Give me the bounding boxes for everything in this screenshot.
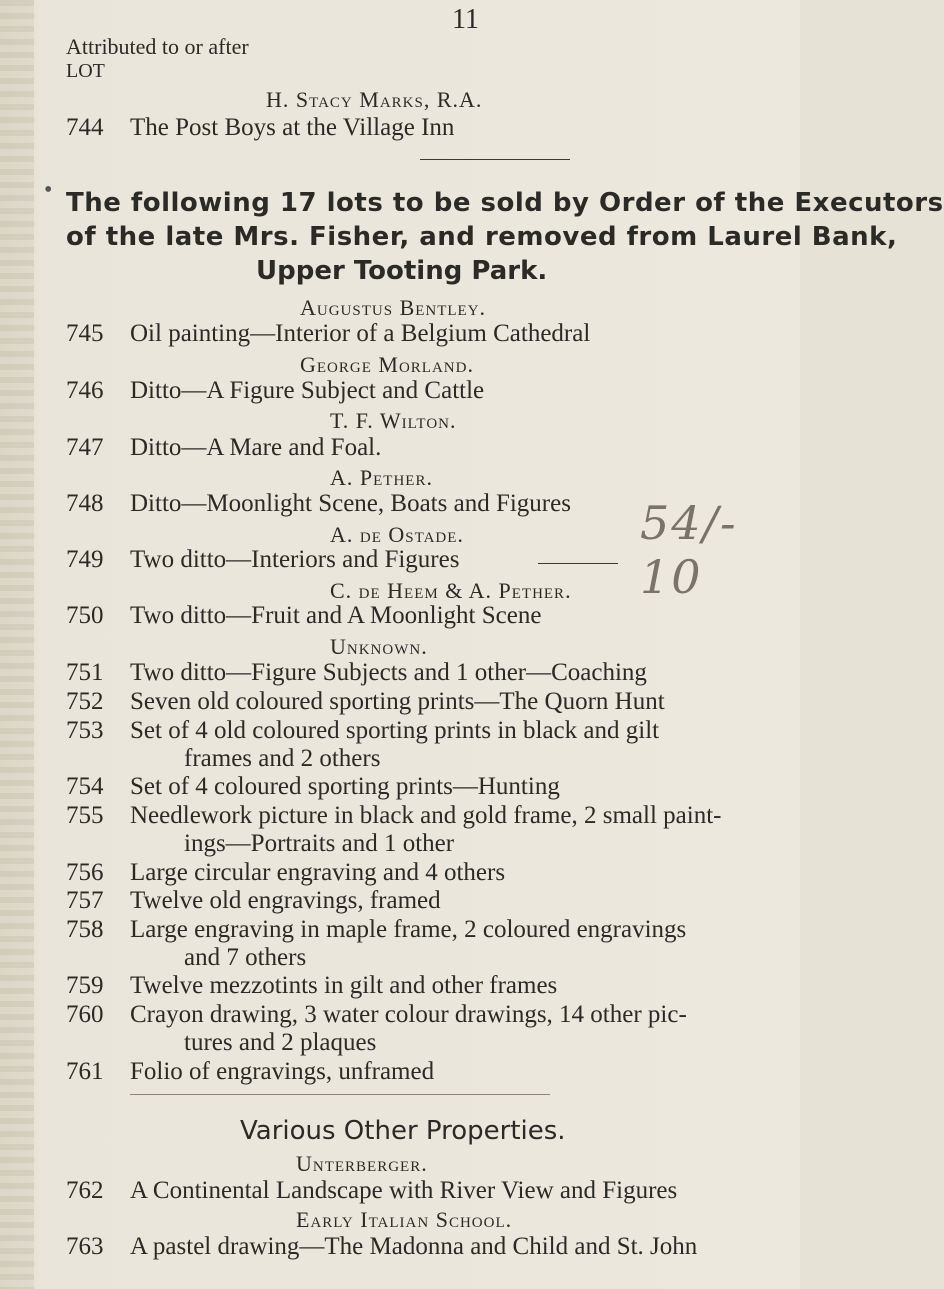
lot-number: 755 <box>66 802 104 829</box>
lot-description: Set of 4 coloured sporting prints—Hunting <box>130 773 560 800</box>
artist-pether: A. Pether. <box>330 465 433 490</box>
artist-bentley: Augustus Bentley. <box>300 295 487 320</box>
margin-tick-icon: • <box>44 177 53 203</box>
lot-description-cont: frames and 2 others <box>184 745 381 772</box>
artist-unknown: Unknown. <box>330 634 428 659</box>
lot-number: 746 <box>66 377 104 404</box>
divider <box>420 159 570 160</box>
lot-number: 747 <box>66 434 104 461</box>
lot-column-header: LOT <box>66 60 105 82</box>
section-heading-line3: Upper Tooting Park. <box>256 256 548 286</box>
lot-description: Twelve old engravings, framed <box>130 887 441 914</box>
lot-number: 760 <box>66 1001 104 1028</box>
lot-number: 763 <box>66 1233 104 1260</box>
lot-number: 756 <box>66 859 104 886</box>
lot-description: Set of 4 old coloured sporting prints in black and gilt <box>130 717 660 744</box>
artist-ostade: A. de Ostade. <box>330 522 464 547</box>
lot-number: 750 <box>66 602 104 629</box>
lot-description: Oil painting—Interior of a Belgium Cathedral <box>130 320 591 347</box>
lot-number: 752 <box>66 688 104 715</box>
attribution-line: Attributed to or after <box>66 34 249 59</box>
page-number: 11 <box>452 4 479 35</box>
lot-description: The Post Boys at the Village Inn <box>130 114 455 141</box>
artist-italian: Early Italian School. <box>296 1207 513 1232</box>
various-heading: Various Other Properties. <box>240 1116 566 1146</box>
lot-number: 759 <box>66 972 104 999</box>
lot-number: 748 <box>66 490 104 517</box>
lot-number: 753 <box>66 717 104 744</box>
lot-number: 749 <box>66 546 104 573</box>
lot-number: 757 <box>66 887 104 914</box>
lot-description-cont: ings—Portraits and 1 other <box>184 830 455 857</box>
lot-description: Ditto—A Mare and Foal. <box>130 434 382 461</box>
lot-description: Two ditto—Interiors and Figures <box>130 546 460 573</box>
lot-description: Seven old coloured sporting prints—The Quorn Hunt <box>130 688 665 715</box>
artist-heem: C. de Heem & A. Pether. <box>330 578 572 603</box>
lot-description: A pastel drawing—The Madonna and Child and St. John <box>130 1233 698 1260</box>
lot-description: Ditto—A Figure Subject and Cattle <box>130 377 485 404</box>
lot-description: Two ditto—Fruit and A Moonlight Scene <box>130 602 542 629</box>
lot-description-cont: and 7 others <box>184 944 307 971</box>
artist-unterberger: Unterberger. <box>296 1151 428 1176</box>
lot-description: Folio of engravings, unframed <box>130 1058 435 1085</box>
faint-rule <box>130 1094 550 1095</box>
lot-number: 762 <box>66 1177 104 1204</box>
lot-number: 761 <box>66 1058 104 1085</box>
lot-description: Large engraving in maple frame, 2 coloured engravings <box>130 916 687 943</box>
section-heading-line1: The following 17 lots to be sold by Order of the Executors <box>66 188 944 218</box>
lot-description-cont: tures and 2 plaques <box>184 1029 377 1056</box>
lot-number: 751 <box>66 659 104 686</box>
lot-number: 744 <box>66 114 104 141</box>
lot-number: 745 <box>66 320 104 347</box>
lot-description: Large circular engraving and 4 others <box>130 859 506 886</box>
lot-description: Crayon drawing, 3 water colour drawings, 14 other pic- <box>130 1001 687 1028</box>
lot-description: A Continental Landscape with River View and Figures <box>130 1177 678 1204</box>
lot-description: Two ditto—Figure Subjects and 1 other—Coaching <box>130 659 647 686</box>
lot-description: Twelve mezzotints in gilt and other frames <box>130 972 558 999</box>
lot-number: 758 <box>66 916 104 943</box>
page-edge <box>0 0 34 1289</box>
lot-description: Needlework picture in black and gold frame, 2 small paint- <box>130 802 722 829</box>
handwritten-note: 54/- 10 <box>640 496 738 604</box>
dash-rule <box>538 563 618 564</box>
lot-number: 754 <box>66 773 104 800</box>
artist-wilton: T. F. Wilton. <box>330 408 457 433</box>
artist-morland: George Morland. <box>300 352 474 377</box>
artist-marks: H. Stacy Marks, R.A. <box>266 87 483 112</box>
lot-description: Ditto—Moonlight Scene, Boats and Figures <box>130 490 571 517</box>
section-heading-line2: of the late Mrs. Fisher, and removed from Laurel Bank, <box>66 222 898 252</box>
